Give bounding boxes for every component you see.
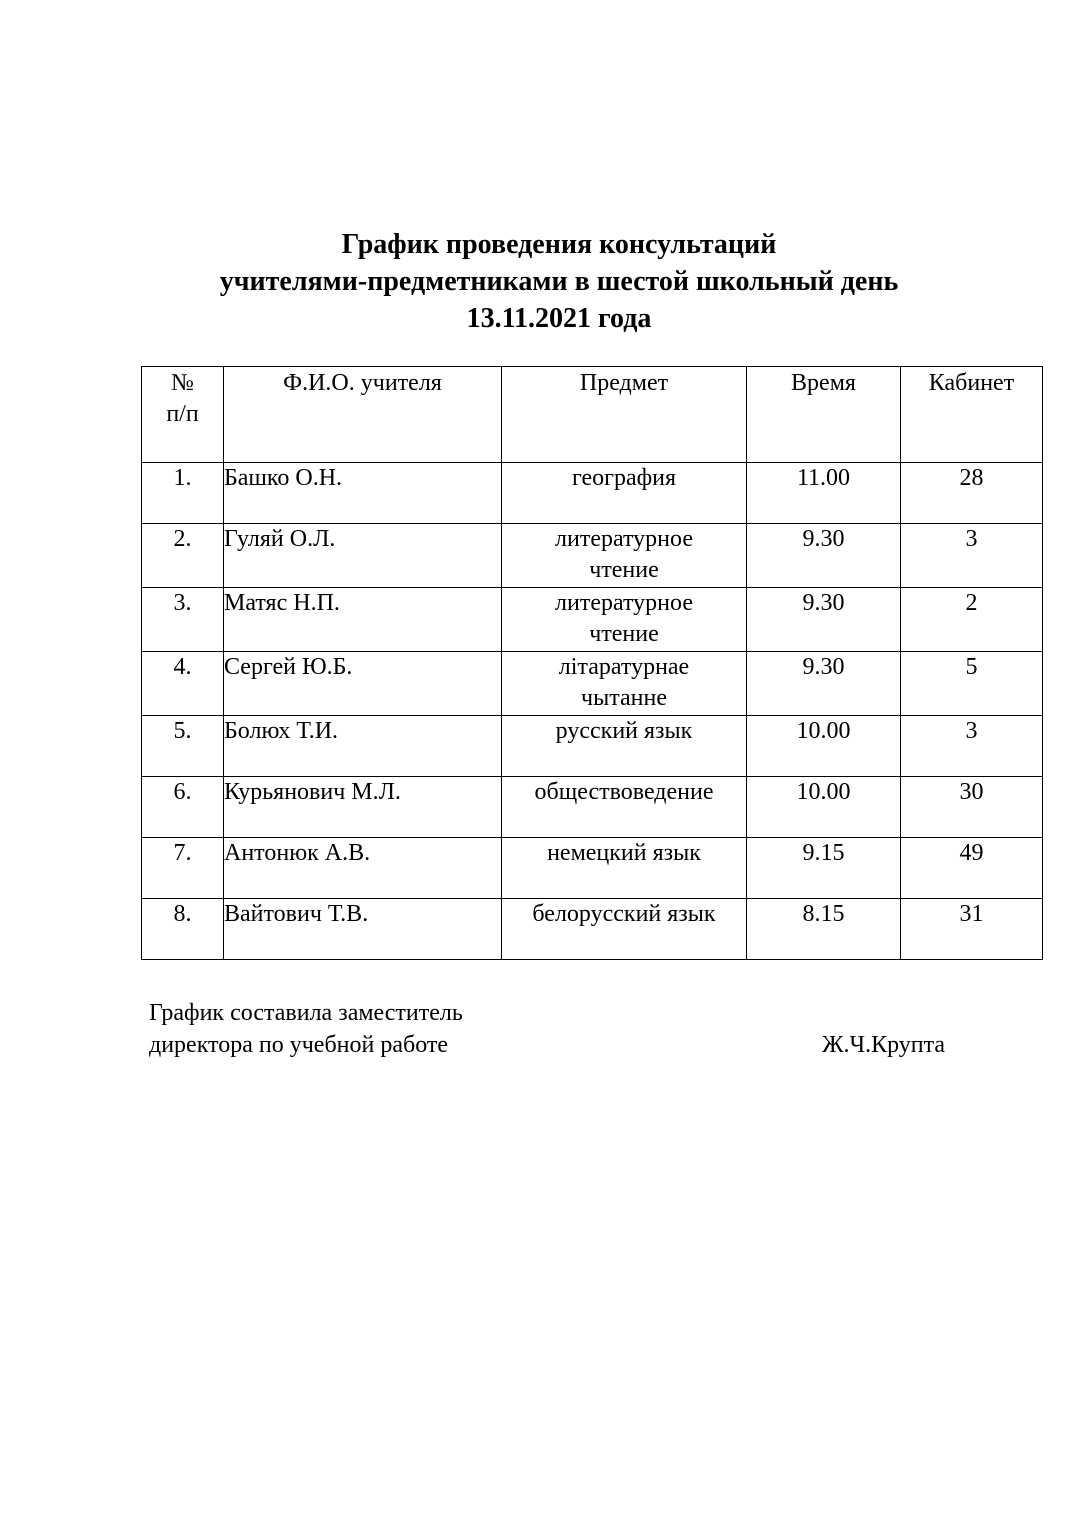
teacher-name: Болюх Т.И. (224, 716, 502, 777)
teacher-name: Вайтович Т.В. (224, 899, 502, 960)
subject (502, 652, 747, 716)
row-number: 4. (142, 652, 224, 716)
time: 9.15 (747, 838, 901, 899)
row-number: 5. (142, 716, 224, 777)
room: 2 (901, 588, 1043, 652)
subject (502, 588, 747, 652)
compiler-line-2: директора по учебной работе (149, 1032, 449, 1058)
time: 11.00 (747, 463, 901, 524)
row-number: 3. (142, 588, 224, 652)
consultation-schedule-table (141, 366, 1043, 960)
table-row (142, 652, 1043, 716)
compiler-note (149, 997, 463, 1061)
teacher-name: Антонюк А.В. (224, 838, 502, 899)
subject (502, 777, 747, 838)
header-time: Время (747, 367, 901, 463)
row-number: 8. (142, 899, 224, 960)
subject-line-1: литературное (555, 590, 693, 616)
subject-line-1: русский язык (555, 718, 693, 744)
teacher-name: Матяс Н.П. (224, 588, 502, 652)
row-number: 1. (142, 463, 224, 524)
title-line-1: График проведения консультаций (341, 229, 777, 260)
table-row (142, 716, 1043, 777)
time: 8.15 (747, 899, 901, 960)
signature-name: Ж.Ч.Крупта (822, 1032, 946, 1058)
table-row (142, 463, 1043, 524)
title-line-3: 13.11.2021 года (466, 303, 652, 334)
header-number-abbr: п/п (166, 401, 199, 427)
subject (502, 463, 747, 524)
room: 5 (901, 652, 1043, 716)
teacher-name: Курьянович М.Л. (224, 777, 502, 838)
time: 9.30 (747, 588, 901, 652)
subject (502, 838, 747, 899)
subject (502, 524, 747, 588)
table-row (142, 588, 1043, 652)
title-line-2: учителями-предметниками в шестой школьный день (219, 266, 899, 297)
table-row (142, 777, 1043, 838)
subject-line-1: немецкий язык (547, 840, 701, 866)
teacher-name: Сергей Ю.Б. (224, 652, 502, 716)
subject (502, 899, 747, 960)
subject-line-2: чтение (589, 621, 659, 647)
table-row (142, 899, 1043, 960)
header-subject: Предмет (502, 367, 747, 463)
subject-line-2: чтение (589, 557, 659, 583)
subject-line-1: літаратурнае (558, 654, 690, 680)
header-room: Кабинет (901, 367, 1043, 463)
subject-line-1: география (571, 465, 677, 491)
time: 9.30 (747, 524, 901, 588)
subject (502, 716, 747, 777)
table-header-row (142, 367, 1043, 463)
header-number-symbol: № (171, 370, 194, 396)
row-number: 7. (142, 838, 224, 899)
row-number: 6. (142, 777, 224, 838)
table-row (142, 524, 1043, 588)
subject-line-1: литературное (555, 526, 693, 552)
time: 10.00 (747, 777, 901, 838)
compiler-line-1: График составила заместитель (149, 1000, 463, 1026)
header-number (142, 367, 224, 463)
room: 49 (901, 838, 1043, 899)
room: 30 (901, 777, 1043, 838)
row-number: 2. (142, 524, 224, 588)
time: 10.00 (747, 716, 901, 777)
room: 28 (901, 463, 1043, 524)
teacher-name: Башко О.Н. (224, 463, 502, 524)
header-teacher-name: Ф.И.О. учителя (224, 367, 502, 463)
document-title (0, 226, 1080, 337)
subject-line-2: чытанне (581, 685, 667, 711)
teacher-name: Гуляй О.Л. (224, 524, 502, 588)
time: 9.30 (747, 652, 901, 716)
room: 31 (901, 899, 1043, 960)
table-row (142, 838, 1043, 899)
room: 3 (901, 524, 1043, 588)
subject-line-1: обществоведение (534, 779, 714, 805)
subject-line-1: белорусский язык (532, 901, 716, 927)
room: 3 (901, 716, 1043, 777)
